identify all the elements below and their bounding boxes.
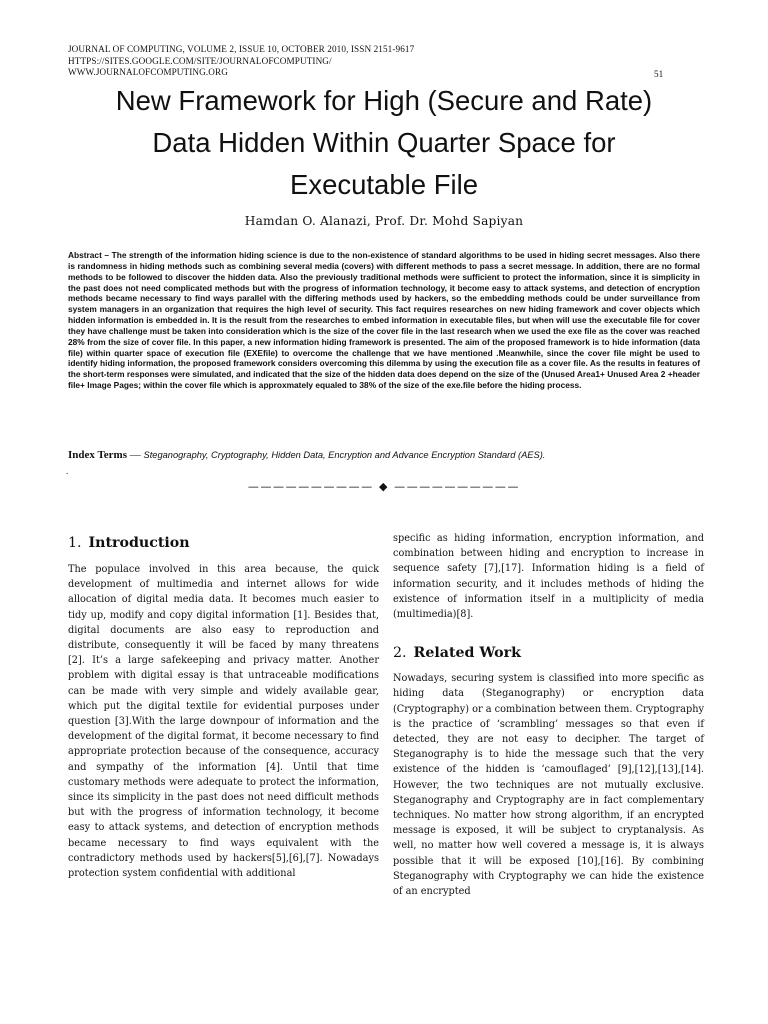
- index-terms: [68, 449, 708, 462]
- section-separator: —————————— ◆ ——————————: [247, 480, 521, 493]
- related-work-number: 2.: [393, 645, 407, 662]
- journal-sites-url[interactable]: HTTPS://SITES.GOOGLE.COM/SITE/JOURNALOFCOMPUTING/: [68, 55, 332, 66]
- introduction-number: 1.: [68, 535, 82, 551]
- introduction-heading: [68, 534, 379, 552]
- left-column: [68, 534, 379, 881]
- right-column: [393, 531, 704, 899]
- paper-title: [60, 80, 708, 206]
- journal-volume-line: JOURNAL OF COMPUTING, VOLUME 2, ISSUE 10, OCTOBER 2010, ISSN 2151-9617: [68, 44, 415, 54]
- index-terms-dash: —: [129, 449, 141, 461]
- authors: Hamdan O. Alanazi, Prof. Dr. Mohd Sapiyan: [244, 214, 524, 228]
- title-line-1: New Framework for High (Secure and Rate): [115, 85, 653, 116]
- introduction-continued-paragraph: specific as hiding information, encryption information, and combination between hiding and encryption to increase in sequence safety [7],[17]. Information hiding is a field of information security, and it includes methods of hiding the existence of information itself in a multiplicity of media (multimedia)[8].: [393, 533, 704, 621]
- title-line-3: Executable File: [289, 169, 478, 200]
- stray-dot: .: [66, 466, 69, 476]
- title-line-2: Data Hidden Within Quarter Space for: [152, 127, 616, 158]
- related-work-heading: [393, 644, 704, 662]
- journal-website-url[interactable]: WWW.JOURNALOFCOMPUTING.ORG: [68, 67, 228, 78]
- journal-header: [68, 44, 668, 79]
- index-terms-list: Steganography, Cryptography, Hidden Data, Encryption and Advance Encryption Standard (AES).: [143, 450, 546, 460]
- related-work-paragraph: Nowadays, securing system is classified into more specific as hiding data (Steganography) or encryption data (Cryptography) or a combination between them. Cryptography is the practice of ‘scrambling’ messages so that even if detected, they are not easy to decipher. The target of Steganography is to hide the message such that the very existence of the hidden is ‘camouflaged’ [9],[12],[13],[14]. However, the two techniques are not mutually exclusive. Steganography and Cryptography are in fact complementary techniques. No matter how strong algorithm, if an encrypted message is exposed, it will be subject to cryptanalysis. As well, no matter how well covered a message is, it is always possible that it will be exposed [10],[16]. By combining Steganography with Cryptography we can hide the existence of an encrypted: [393, 673, 704, 898]
- index-terms-label: Index Terms: [68, 449, 127, 461]
- page-number: 51: [654, 69, 664, 79]
- abstract: Abstract – The strength of the information hiding science is due to the non-existence of standard algorithms to be used in hiding secret messages. Also there is randomness in hiding methods such as combining several media (covers) with different methods to pass a secret message. In addition, there are no formal methods to be followed to discover the hidden data. Also the previously traditional methods were sufficient to protect the information, since it is simplicity in the past does not need complicated methods but with the progress of information technology, it become easy to attack systems, and detection of encryption methods became necessary to find ways parallel with the differing methods used by hackers, so the embedding methods could be under surveillance from system managers in an organization that requires the high level of security. This fact requires researches on new hiding framework and cover objects which hidden information is embedded in. It is the result from the researches to embed information in executable files, but when will use the executable file for cover they have challenge must be taken into consideration which is the size of the cover file in the last research when we used the exe file as the cover was reached 28% from the size of cover file. In this paper, a new information hiding framework is presented. The aim of the proposed framework is to hide information (data file) within quarter space of execution file (EXEfile) to overcome the challenge that we have mentioned .Meanwhile, since the cover file might be used to identify hiding information, the proposed framework considers overcoming this dilemma by using the execution file as a cover file. As the results in features of the short-term responses were simulated, and indicated that the size of the hidden data does depend on the size of the (Unused Area1+ Unused Area 2 +header file+ Image Pages; within the cover file which is approxmately equaled to 38% of the size of the exe.file before the hiding process.: [68, 250, 700, 391]
- introduction-paragraph: The populace involved in this area because, the quick development of multimedia and internet allows for wide allocation of digital media data. It becomes much easier to tidy up, modify and copy digital information [1]. Besides that, digital documents are also easy to reproduction and distribute, consequently it will be faced by many threatens [2]. It’s a large safekeeping and privacy matter. Another problem with digital essay is that untraceable modifications can be made with very simple and widely available gear, which put the digital textile for evidential purposes under question [3].With the large downpour of information and the development of the digital format, it become necessary to find appropriate protection because of the consequence, accuracy and sympathy of the information [4]. Until that time customary methods were adequate to protect the information, since its simplicity in the past does not need difficult methods but with the progress of information technology, it become easy to attack systems, and detection of encryption methods became necessary to find ways equivalent with the contradictory methods used by hackers[5],[6],[7]. Nowadays protection system confidential with additional: [68, 564, 379, 880]
- related-work-title: Related Work: [413, 645, 521, 662]
- introduction-title: Introduction: [88, 535, 190, 551]
